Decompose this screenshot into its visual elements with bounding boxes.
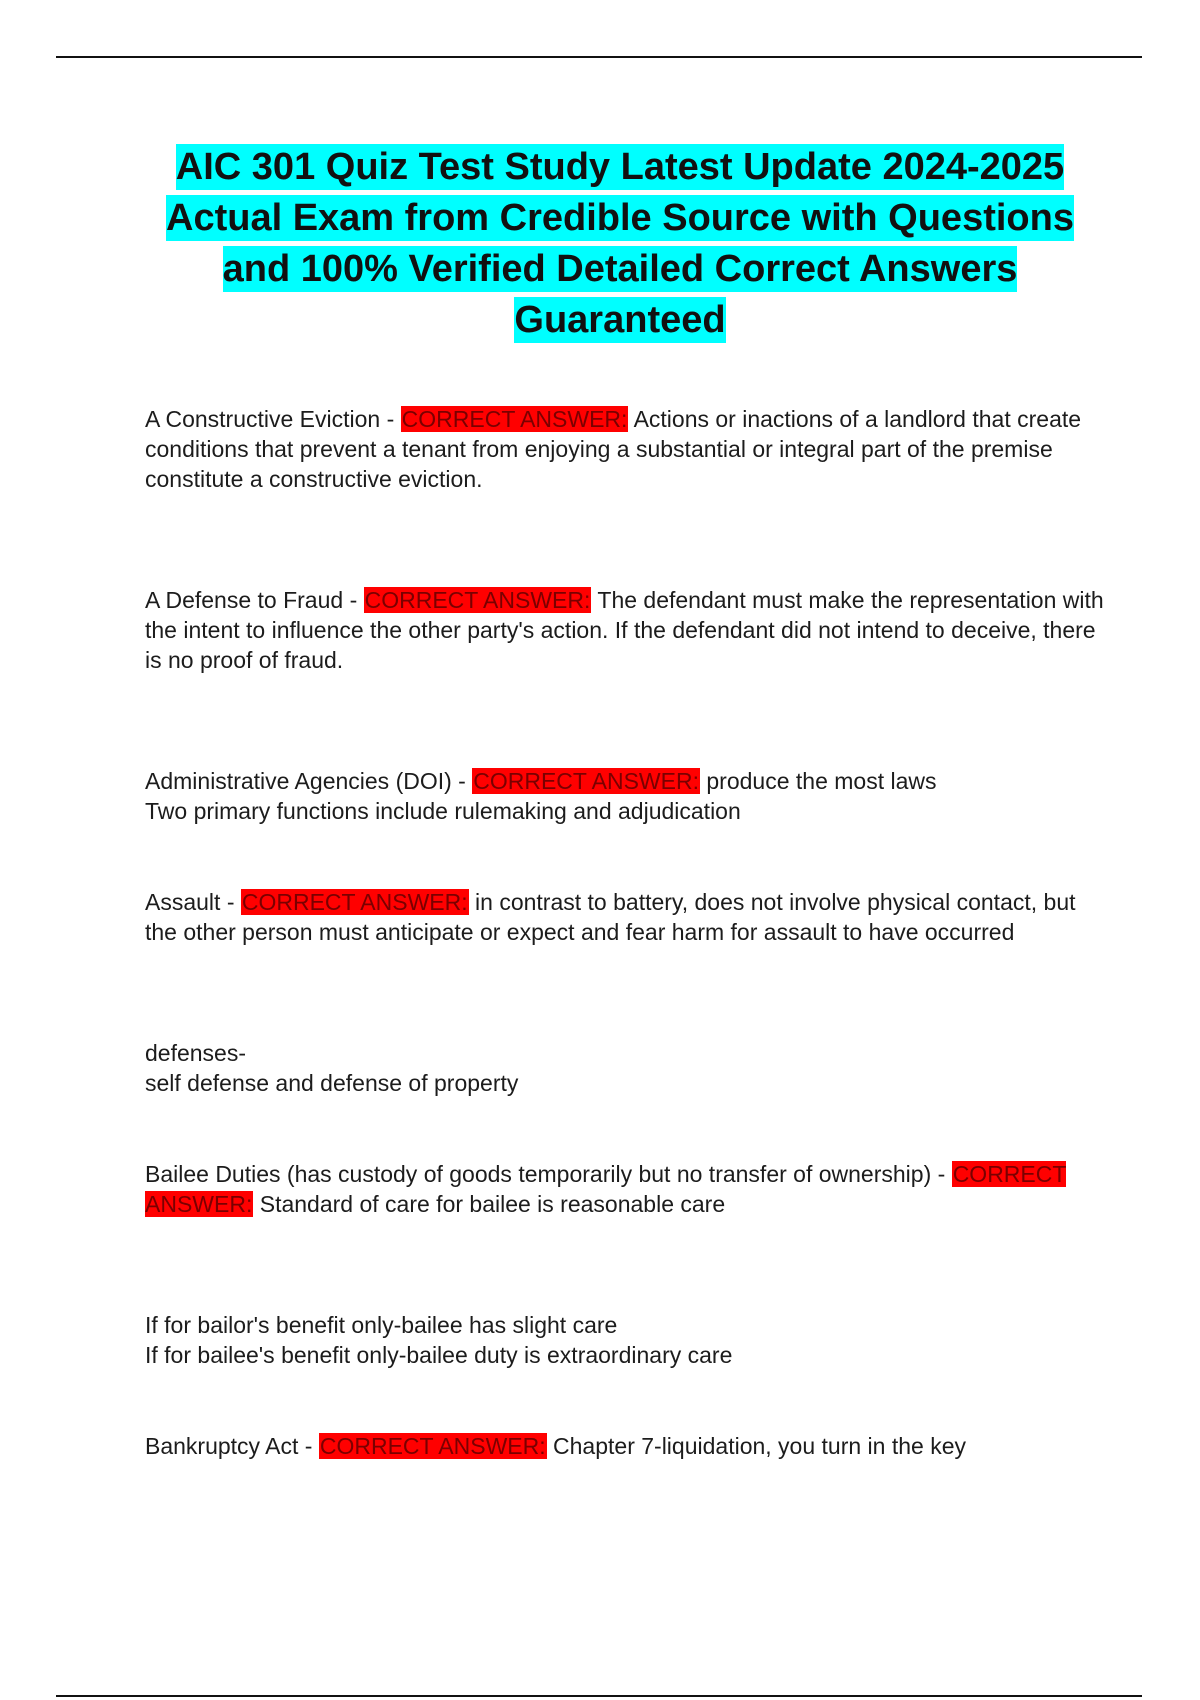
correct-answer-badge: CORRECT ANSWER: (401, 406, 628, 432)
correct-answer-badge: CORRECT ANSWER: (473, 768, 699, 794)
note-block-assault-defenses (145, 1038, 1105, 1098)
bottom-rule (56, 1695, 1142, 1697)
correct-answer-badge: CORRECT ANSWER: (319, 1433, 546, 1459)
note-line: self defense and defense of property (145, 1070, 519, 1096)
correct-answer-badge: CORRECT ANSWER: (364, 587, 591, 613)
qa-entry-bankruptcy-act (145, 1431, 1105, 1461)
qa-entry-text (145, 887, 1105, 947)
note-line: If for bailor's benefit only-bailee has slight care (145, 1312, 618, 1338)
correct-answer-badge: CORRECT ANSWER: (145, 1161, 1067, 1217)
document-title: AIC 301 Quiz Test Study Latest Update 2024-2025 Actual Exam from Credible Source with Questions and 100% Verified Detailed Correct Answers Guaranteed (166, 146, 1074, 341)
qa-entry-text (145, 585, 1105, 675)
term-label: Assault - (145, 889, 241, 915)
qa-entry-text (145, 766, 1105, 796)
term-label: Bailee Duties (has custody of goods temporarily but no transfer of ownership) - (145, 1161, 952, 1187)
qa-entry-assault (145, 887, 1105, 947)
document-title-block (130, 142, 1110, 346)
qa-entry-administrative-agencies (145, 766, 1105, 826)
note-block-bailee-care (145, 1310, 1105, 1370)
answer-text: Standard of care for bailee is reasonable care (259, 1191, 726, 1217)
qa-list (145, 404, 1105, 1461)
correct-answer-badge: CORRECT ANSWER: (241, 889, 468, 915)
answer-text: Chapter 7-liquidation, you turn in the key (553, 1433, 966, 1459)
top-rule (56, 56, 1142, 58)
qa-entry-defense-to-fraud (145, 585, 1105, 675)
answer-extra-line: Two primary functions include rulemaking and adjudication (145, 798, 741, 824)
note-line: If for bailee's benefit only-bailee duty is extraordinary care (145, 1342, 733, 1368)
qa-entry-bailee-duties (145, 1159, 1105, 1219)
note-line: defenses- (145, 1040, 247, 1066)
answer-text: Actions or inactions of a landlord that create conditions that prevent a tenant from enjoying a substantial or integral part of the premise constitute a constructive eviction. (145, 406, 1082, 492)
qa-entry-constructive-eviction (145, 404, 1105, 494)
qa-entry-text (145, 1431, 1105, 1461)
term-label: Bankruptcy Act - (145, 1433, 319, 1459)
answer-text: in contrast to battery, does not involve physical contact, but the other person must anticipate or expect and fear harm for assault to have occurred (145, 889, 1076, 945)
term-label: A Constructive Eviction - (145, 406, 401, 432)
qa-entry-text (145, 1159, 1105, 1219)
answer-text: The defendant must make the representation with the intent to influence the other party's action. If the defendant did not intend to deceive, there is no proof of fraud. (145, 587, 1104, 673)
qa-entry-text (145, 404, 1105, 494)
term-label: Administrative Agencies (DOI) - (145, 768, 473, 794)
answer-text: produce the most laws (706, 768, 937, 794)
term-label: A Defense to Fraud - (145, 587, 364, 613)
